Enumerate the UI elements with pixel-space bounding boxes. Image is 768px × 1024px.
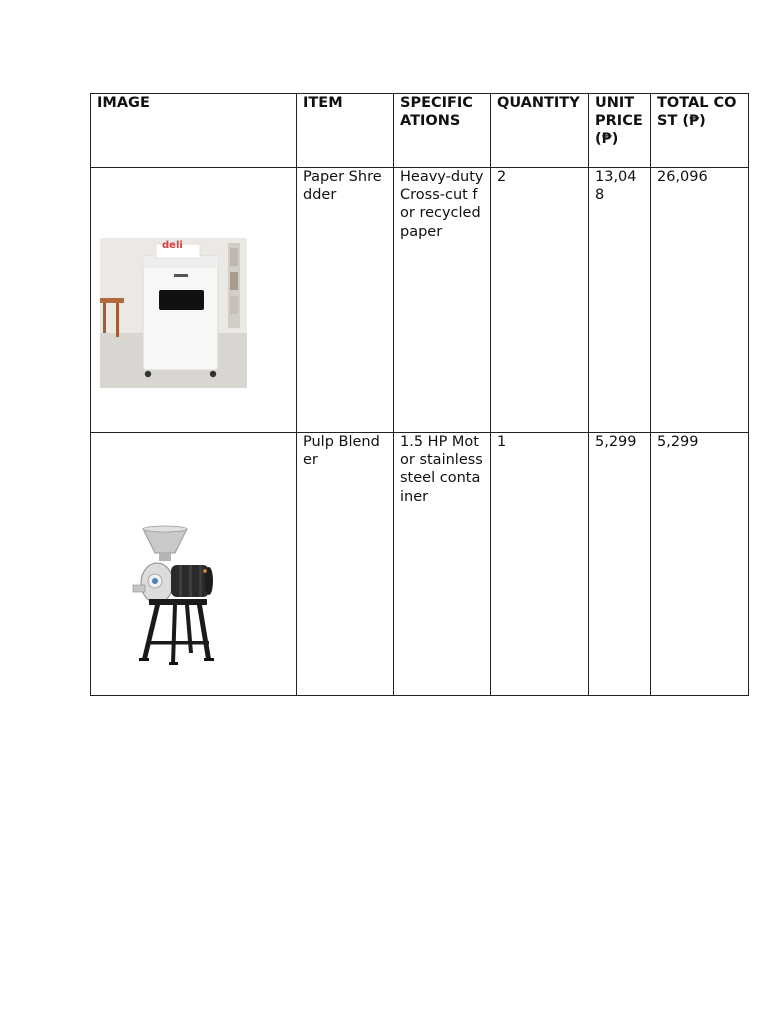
quantity-cell: 2 bbox=[491, 168, 589, 433]
header-item: ITEM bbox=[297, 94, 394, 168]
image-cell bbox=[91, 168, 297, 433]
header-image: IMAGE bbox=[91, 94, 297, 168]
pulp-blender-photo bbox=[129, 505, 229, 650]
header-specifications: SPECIFICATIONS bbox=[394, 94, 491, 168]
header-total-cost: TOTAL COST (₱) bbox=[651, 94, 749, 168]
table-row bbox=[91, 433, 749, 696]
quantity-cell: 1 bbox=[491, 433, 589, 696]
total-cost-cell: 5,299 bbox=[651, 433, 749, 696]
item-name-cell: Pulp Blender bbox=[297, 433, 394, 696]
brand-text: deli bbox=[162, 240, 183, 252]
unit-price-cell: 13,048 bbox=[589, 168, 651, 433]
unit-price-cell: 5,299 bbox=[589, 433, 651, 696]
specifications-cell: Heavy-duty Cross-cut for recycled paper bbox=[394, 168, 491, 433]
paper-shredder-photo bbox=[100, 220, 247, 370]
specifications-cell: 1.5 HP Motor stainless steel container bbox=[394, 433, 491, 696]
total-cost-cell: 26,096 bbox=[651, 168, 749, 433]
table-header-row bbox=[91, 94, 749, 168]
header-unit-price: UNIT PRICE (₱) bbox=[589, 94, 651, 168]
table-row bbox=[91, 168, 749, 433]
items-table bbox=[90, 93, 749, 696]
image-cell bbox=[91, 433, 297, 696]
item-name-cell: Paper Shredder bbox=[297, 168, 394, 433]
header-quantity: QUANTITY bbox=[491, 94, 589, 168]
